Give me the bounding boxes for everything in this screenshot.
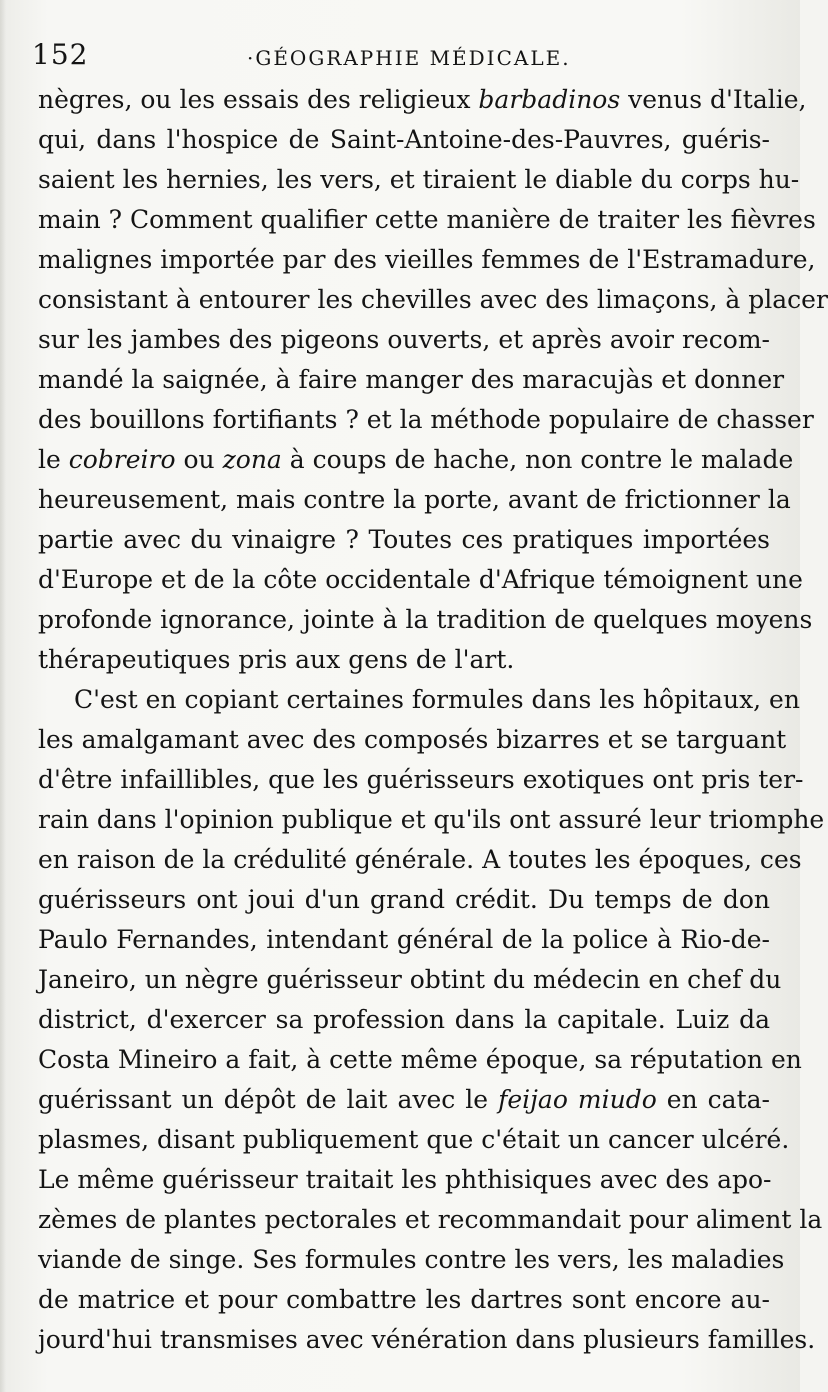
text-run: Janeiro, un nègre guérisseur obtint du médecin en chef du <box>38 965 782 994</box>
italic-term: zona <box>222 445 282 474</box>
text-run: viande de singe. Ses formules contre les vers, les maladies <box>38 1245 785 1274</box>
text-run: district, d'exercer sa profession dans la capitale. Luiz da <box>38 1005 770 1034</box>
text-line <box>38 640 770 680</box>
text-line <box>38 960 782 1000</box>
page-number: 152 <box>32 38 89 71</box>
text-run: Le même guérisseur traitait les phthisiques avec des apo- <box>38 1165 772 1194</box>
text-line <box>38 80 807 120</box>
italic-term: cobreiro <box>68 445 176 474</box>
text-run: le <box>38 445 69 474</box>
text-line <box>38 440 794 480</box>
text-line <box>38 800 825 840</box>
page-header <box>32 38 772 78</box>
text-run: ou <box>175 445 223 474</box>
text-run: d'Europe et de la côte occidentale d'Afrique témoignent une <box>38 565 803 594</box>
show-through-text <box>80 1318 760 1358</box>
italic-term: feijao miudo <box>498 1085 657 1114</box>
text-line <box>38 1000 770 1040</box>
text-line <box>38 1120 790 1160</box>
text-run: sur les jambes des pigeons ouverts, et après avoir recom- <box>38 325 770 354</box>
text-run: les amalgamant avec des composés bizarres et se targuant <box>38 725 787 754</box>
text-line <box>38 1080 770 1120</box>
text-run: des bouillons fortifiants ? et la méthode populaire de chasser <box>38 405 814 434</box>
text-line <box>38 480 791 520</box>
text-run: zèmes de plantes pectorales et recommandait pour aliment la <box>38 1205 823 1234</box>
text-run: C'est en copiant certaines formules dans les hôpitaux, en <box>74 685 800 714</box>
text-run: main ? Comment qualifier cette manière de traiter les fièvres <box>38 205 816 234</box>
text-line <box>38 320 770 360</box>
text-line <box>38 120 770 160</box>
text-line <box>38 1040 802 1080</box>
text-line <box>38 560 803 600</box>
text-line <box>38 200 816 240</box>
text-run: partie avec du vinaigre ? Toutes ces pratiques importées <box>38 525 770 554</box>
text-run: de matrice et pour combattre les dartres sont encore au- <box>38 1285 770 1314</box>
text-run: venus d'Italie, <box>620 85 807 114</box>
text-line <box>38 1160 770 1200</box>
text-run: jourd'hui transmises avec vénération dans plusieurs familles. <box>38 1325 816 1354</box>
text-run: guérisseurs ont joui d'un grand crédit. Du temps de don <box>38 885 770 914</box>
text-run: consistant à entourer les chevilles avec des limaçons, à placer <box>38 285 828 314</box>
text-run: nègres, ou les essais des religieux <box>38 85 479 114</box>
text-run: à coups de hache, non contre le malade <box>281 445 794 474</box>
text-run: malignes importée par des vieilles femmes de l'Estramadure, <box>38 245 816 274</box>
text-run: plasmes, disant publiquement que c'était un cancer ulcéré. <box>38 1125 790 1154</box>
text-line <box>38 400 814 440</box>
text-line <box>38 760 804 800</box>
text-line <box>38 1280 770 1320</box>
text-run: heureusement, mais contre la porte, avant de frictionner la <box>38 485 791 514</box>
text-line <box>38 160 800 200</box>
text-line <box>38 360 785 400</box>
text-line <box>38 680 800 720</box>
page-gutter-shadow <box>0 0 6 1392</box>
text-run: rain dans l'opinion publique et qu'ils ont assuré leur triomphe <box>38 805 825 834</box>
text-run: Costa Mineiro a fait, à cette même époque, sa réputation en <box>38 1045 802 1074</box>
text-run: en cata- <box>656 1085 770 1114</box>
body-text <box>38 80 828 1360</box>
text-line <box>38 1240 785 1280</box>
text-line <box>38 600 813 640</box>
text-run: qui, dans l'hospice de Saint-Antoine-des-Pauvres, guéris- <box>38 125 770 154</box>
running-title: ·GÉOGRAPHIE MÉDICALE. <box>247 46 571 70</box>
text-run: thérapeutiques pris aux gens de l'art. <box>38 645 515 674</box>
text-run: en raison de la crédulité générale. A toutes les époques, ces <box>38 845 802 874</box>
text-line <box>38 880 770 920</box>
text-line <box>38 520 770 560</box>
text-line <box>38 240 816 280</box>
text-line <box>38 720 787 760</box>
italic-term: barbadinos <box>478 85 621 114</box>
text-line <box>38 920 770 960</box>
text-line <box>38 1200 823 1240</box>
text-run: Paulo Fernandes, intendant général de la police à Rio-de- <box>38 925 770 954</box>
text-run: guérissant un dépôt de lait avec le <box>38 1085 499 1114</box>
text-run: saient les hernies, les vers, et tiraient le diable du corps hu- <box>38 165 800 194</box>
text-line <box>38 840 802 880</box>
text-line <box>38 280 828 320</box>
text-run: d'être infaillibles, que les guérisseurs exotiques ont pris ter- <box>38 765 804 794</box>
text-run: profonde ignorance, jointe à la tradition de quelques moyens <box>38 605 813 634</box>
text-run: mandé la saignée, à faire manger des maracujàs et donner <box>38 365 785 394</box>
